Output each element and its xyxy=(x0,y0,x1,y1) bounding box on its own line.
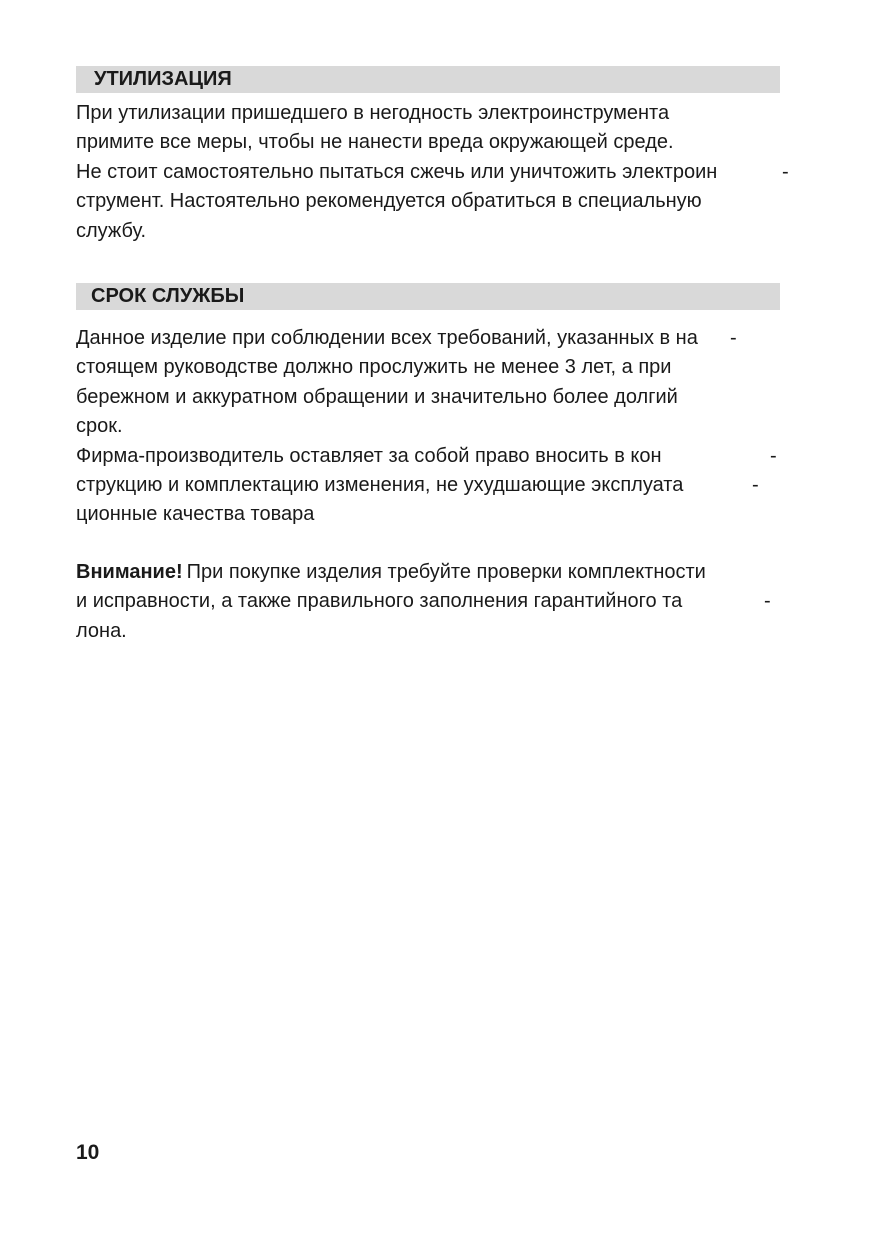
attention-line-2-text: и исправности, а также правильного заполнения гарантийного та xyxy=(76,590,683,613)
service-life-paragraph xyxy=(76,324,796,530)
service-life-line-4: срок. xyxy=(76,415,123,438)
section-title-service-life: СРОК СЛУЖБЫ xyxy=(76,283,780,310)
disposal-line-3 xyxy=(76,158,796,187)
page-number: 10 xyxy=(76,1141,100,1164)
service-life-line-3: бережном и аккуратном обращении и значительно более долгий xyxy=(76,385,678,408)
attention-line-1 xyxy=(76,558,796,587)
service-life-line-5-text: Фирма-производитель оставляет за собой право вносить в кон xyxy=(76,444,662,467)
disposal-line-1: При утилизации пришедшего в негодность электроинструмента xyxy=(76,102,670,124)
section-title-disposal: УТИЛИЗАЦИЯ xyxy=(76,66,780,93)
service-life-line-1-text: Данное изделие при соблюдении всех требований, указанных в на xyxy=(76,327,698,349)
disposal-line-2: примите все меры, чтобы не нанести вреда окружающей среде. xyxy=(76,131,674,154)
hyphen-mark: - xyxy=(782,160,789,183)
hyphen-mark: - xyxy=(730,327,737,349)
attention-line-3: лона. xyxy=(76,619,127,642)
disposal-line-3-text: Не стоит самостоятельно пытаться сжечь или уничтожить электроин xyxy=(76,160,718,183)
attention-paragraph xyxy=(76,558,796,646)
service-life-line-7: ционные качества товара xyxy=(76,503,315,526)
service-life-line-6 xyxy=(76,471,796,500)
attention-line-1-text: При покупке изделия требуйте проверки комплектности xyxy=(186,561,706,583)
service-life-line-5 xyxy=(76,442,796,471)
disposal-line-5: службу. xyxy=(76,219,147,242)
service-life-line-2: стоящем руководстве должно прослужить не менее 3 лет, а при xyxy=(76,356,672,379)
hyphen-mark: - xyxy=(770,444,777,467)
service-life-line-1 xyxy=(76,324,796,353)
disposal-line-4: струмент. Настоятельно рекомендуется обратиться в специальную xyxy=(76,190,702,213)
disposal-paragraph xyxy=(76,99,796,246)
service-life-line-6-text: струкцию и комплектацию изменения, не ухудшающие эксплуата xyxy=(76,473,684,496)
attention-label: Внимание! xyxy=(76,561,183,583)
hyphen-mark: - xyxy=(764,590,771,613)
attention-line-2 xyxy=(76,587,796,616)
hyphen-mark: - xyxy=(752,473,759,496)
